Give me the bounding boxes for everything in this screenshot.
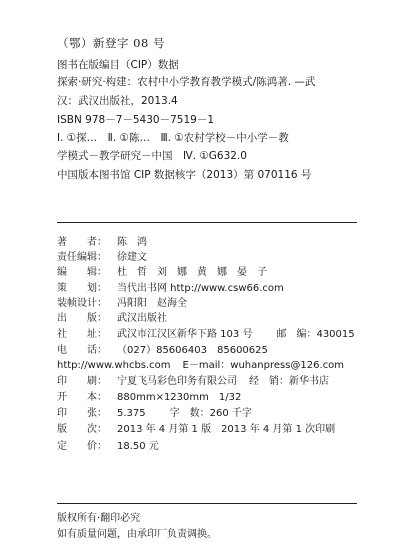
quality-notice: 如有质量问题，由承印厂负责调换。 [57,529,217,540]
address-label: 社 址： [57,329,107,340]
credit-planning [57,282,284,296]
printer-label: 印 刷： [57,376,107,387]
postcode-value: 430015 [316,329,355,340]
planning-label: 策 划： [57,283,107,294]
credit-publisher [57,312,167,326]
cip-line: 汉：武汉出版社，2013.4 [57,95,178,107]
cip-record-number: 中国版本图书馆 CIP 数据核字（2013）第 070116 号 [57,169,312,181]
credit-size [57,391,241,405]
sheets-value: 5.375 [117,408,146,419]
cip-heading: 图书在版编目（CIP）数据 [57,59,179,71]
credit-sheets [57,407,252,421]
size-value: 880mm×1230mm 1/32 [117,392,242,403]
distributor-value: 新华书店 [289,376,329,387]
sheets-label: 印 张： [57,408,107,419]
cip-line: 学模式－教学研究－中国 Ⅳ. ①G632.0 [57,150,247,162]
credit-design [57,297,187,311]
author-label: 著 者： [57,237,107,248]
size-label: 开 本： [57,392,107,403]
credit-author [57,236,147,250]
editors-label: 编 辑： [57,267,107,278]
planning-value: 当代出书网 http://www.csw66.com [117,283,284,294]
credit-editor [57,251,147,265]
cip-isbn: ISBN 978－7－5430－7519－1 [57,114,215,126]
credit-printer [57,375,329,389]
credit-web [57,359,344,373]
credit-address [57,328,355,342]
editor-value: 徐建文 [117,252,147,263]
price-value: 18.50 元 [117,441,159,452]
credit-edition [57,423,335,437]
design-label: 装帧设计： [57,298,107,309]
price-label: 定 价： [57,441,107,452]
cip-line: 探索·研究·构建：农村中小学教育教学模式/陈鸿著. —武 [57,76,316,88]
website-link: http://www.whcbs.com [57,360,171,371]
editor-label: 责任编辑： [57,252,107,263]
printer-value: 宁夏飞马彩色印务有限公司 [117,376,237,387]
design-value: 冯阳阳 赵海全 [117,298,187,309]
email-text: E－mail：wuhanpress@126.com [182,360,345,371]
registration-number: （鄂）新登字 08 号 [57,36,165,50]
publisher-value: 武汉出版社 [117,313,167,324]
phone-label: 电 话： [57,345,107,356]
words-label: 字 数： [169,408,210,419]
divider-bottom [57,503,357,504]
publisher-label: 出 版： [57,313,107,324]
phone-value: （027）85606403 85600625 [117,345,268,356]
copyright-notice: 版权所有·翻印必究 [57,513,141,524]
editors-value: 杜 哲 刘 娜 黄 娜 晏 子 [117,267,267,278]
edition-label: 版 次： [57,424,107,435]
address-value: 武汉市江汉区新华下路 103 号 [117,329,253,340]
credit-editors [57,266,267,280]
edition-value: 2013 年 4 月第 1 版 2013 年 4 月第 1 次印刷 [117,424,336,435]
postcode-label: 邮 编： [276,329,317,340]
divider-top [57,222,357,223]
distributor-label: 经 销： [249,376,289,387]
credit-price [57,440,159,454]
credit-phone [57,344,268,358]
words-value: 260 千字 [209,408,252,419]
author-value: 陈 鸿 [117,237,147,248]
cip-line: Ⅰ. ①探… Ⅱ. ①陈… Ⅲ. ①农村学校－中小学－教 [57,132,289,144]
